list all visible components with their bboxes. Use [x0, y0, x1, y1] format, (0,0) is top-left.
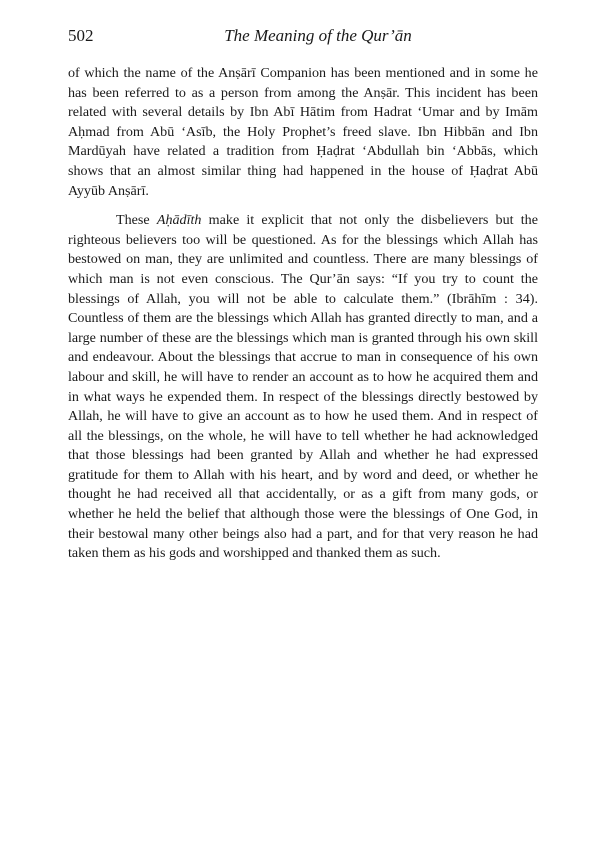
text-segment: make it explicit that not only the disbelievers but the: [201, 212, 538, 229]
body-text: [68, 64, 538, 564]
text-line: that those blessings had been granted by Allah and whether he had expressed: [68, 447, 538, 464]
page-header: [68, 26, 538, 48]
text-line: righteous believers too will be questioned. As for the blessings which Allah has: [68, 231, 538, 248]
italic-term: Aḥādīth: [156, 212, 202, 229]
text-line: of which the name of the Anṣārī Companion has been mentioned and in some he: [68, 65, 538, 81]
text-line: whether he held the belief that although those were the blessings of One God, in: [68, 506, 538, 523]
text-line: gratitude for them to Allah with his heart, and by word and deed, or whether he: [68, 466, 538, 483]
text-line: and endeavour. About the blessings that accrue to man in consequence of his own: [68, 349, 538, 366]
paragraph-2: [68, 211, 538, 564]
page-number: 502: [68, 26, 94, 45]
text-line: Countless of them are the blessings which Allah has granted directly to man, and a: [68, 310, 538, 327]
paragraph-1: [68, 64, 538, 201]
text-line: related with several details by Ibn Abī Hātim from Hadrat ‘Umar and by Imām: [68, 104, 538, 121]
text-line: thought he had received all that accidentally, or as a gift from many gods, or: [68, 486, 538, 503]
text-line: bestowed on man, they are unlimited and countless. There are many blessings of: [68, 251, 538, 268]
paragraph-gap: [68, 201, 538, 211]
text-line: Aḥmad from Abū ‘Asīb, the Holy Prophet’s freed slave. Ibn Hibbān and Ibn: [68, 123, 538, 140]
text-line: their bestowal many other beings also had a part, and for that very reason he had: [68, 525, 538, 542]
text-line: labour and skill, he will have to render an account as to how he acquired them and: [68, 368, 538, 385]
text-line: Mardūyah have related a tradition from Ḥaḍrat ‘Abdullah bin ‘Abbās, which: [68, 143, 538, 160]
text-line: which man is not even conscious. The Qur’ān says: “If you try to count the: [68, 270, 538, 287]
text-line: in what ways he expended them. In respect of the blessings directly bestowed by: [68, 388, 538, 405]
text-line-first: [68, 211, 538, 231]
text-line: large number of these are the blessings which man is granted through his own skill: [68, 329, 538, 346]
text-segment: These: [116, 212, 157, 229]
text-line: Allah, he will have to give an account as to how he used them. And in respect of: [68, 408, 538, 425]
text-line: has been referred to as a person from among the Anṣār. This incident has been: [68, 84, 538, 101]
text-line: taken them as his gods and worshipped and thanked them as such.: [68, 545, 441, 562]
text-line: Ayyūb Anṣārī.: [68, 182, 149, 199]
text-line: all the blessings, on the whole, he will have to tell whether he had acknowledged: [68, 427, 538, 444]
text-line: shows that an almost similar thing had happened in the house of Ḥaḍrat Abū: [68, 162, 538, 179]
text-line: blessings of Allah, you will not be able to calculate them.” (Ibrāhīm : 34).: [68, 290, 538, 307]
running-title: The Meaning of the Qur’ān: [224, 26, 412, 45]
